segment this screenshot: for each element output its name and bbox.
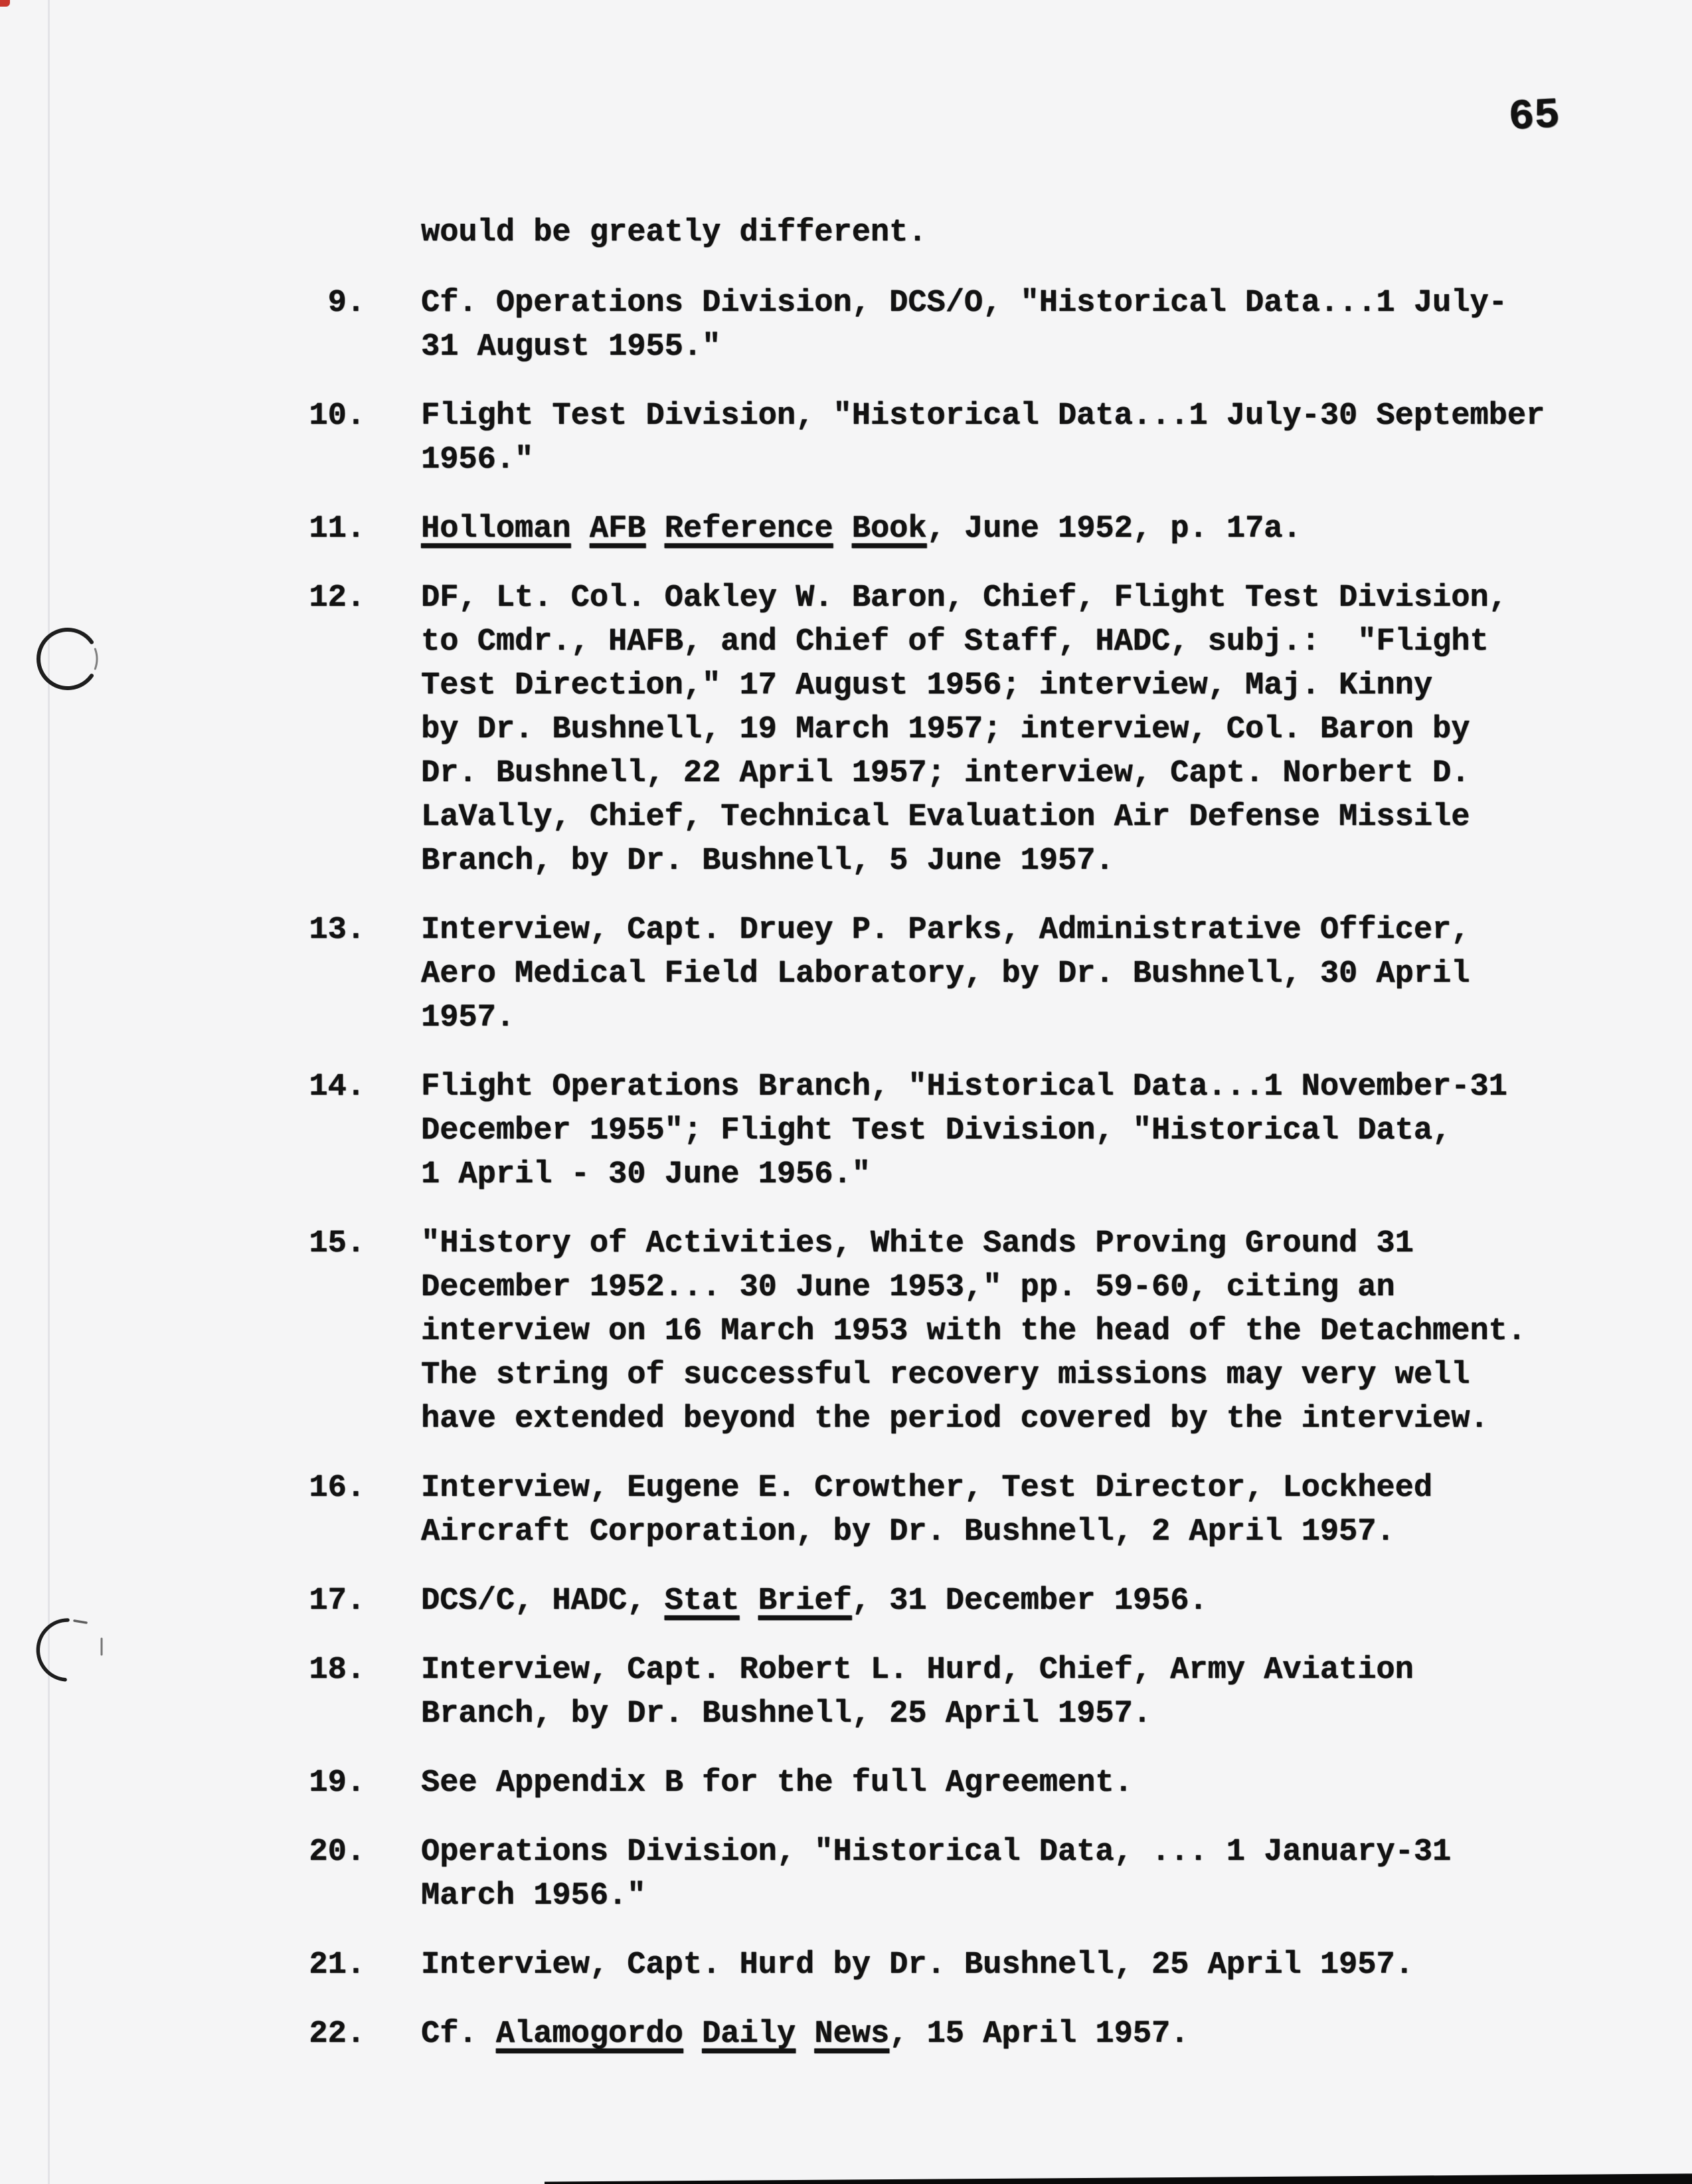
note-line xyxy=(421,2013,1189,2056)
note-line xyxy=(421,1354,1526,1398)
note-line xyxy=(421,1153,1507,1197)
note-item xyxy=(292,1944,1614,1987)
note-text-segment: Aircraft Corporation, by Dr. Bushnell, 2 April 1957. xyxy=(421,1514,1395,1550)
note-item xyxy=(292,1580,1614,1623)
note-line xyxy=(421,620,1507,664)
note-line xyxy=(421,708,1507,752)
underlined-title-segment: News xyxy=(814,2017,890,2052)
underlined-title-segment: Brief xyxy=(758,1584,852,1619)
underlined-title-segment: Daily xyxy=(702,2017,796,2052)
note-text xyxy=(421,282,1507,369)
note-text xyxy=(421,1065,1507,1197)
note-text xyxy=(421,395,1545,482)
note-text-segment: Operations Division, "Historical Data, ... 1 January-31 xyxy=(421,1835,1452,1870)
note-text-segment: Branch, by Dr. Bushnell, 5 June 1957. xyxy=(421,844,1114,879)
note-text-segment: Interview, Capt. Druey P. Parks, Administrative Officer, xyxy=(421,913,1470,948)
note-text-segment: See Appendix B for the full Agreement. xyxy=(421,1766,1133,1801)
note-line xyxy=(421,1398,1526,1441)
note-line xyxy=(421,507,1302,551)
note-number: 22. xyxy=(309,2017,365,2052)
note-item xyxy=(292,1831,1614,1918)
note-text xyxy=(421,577,1507,883)
endnotes-list xyxy=(292,211,1614,2082)
underlined-title-segment: Holloman xyxy=(421,511,571,547)
note-line xyxy=(421,282,1507,325)
notes-container xyxy=(292,282,1614,2056)
note-number: 20. xyxy=(309,1835,365,1870)
note-text-segment: Branch, by Dr. Bushnell, 25 April 1957. xyxy=(421,1696,1151,1732)
note-text-segment: 1957. xyxy=(421,1000,515,1036)
note-item xyxy=(292,282,1614,369)
note-text-segment xyxy=(796,2017,814,2052)
note-line xyxy=(421,1109,1507,1153)
note-text xyxy=(421,1762,1133,1805)
note-text xyxy=(421,1467,1432,1554)
note-text-segment: Flight Test Division, "Historical Data...1 July-30 September xyxy=(421,399,1545,434)
note-text-segment xyxy=(740,1584,758,1619)
note-text xyxy=(421,1649,1414,1736)
note-text-segment: Interview, Capt. Robert L. Hurd, Chief, Army Aviation xyxy=(421,1653,1414,1688)
note-number: 13. xyxy=(309,913,365,948)
note-item xyxy=(292,1065,1614,1197)
note-line xyxy=(421,953,1470,996)
note-text-segment xyxy=(645,511,664,547)
note-text-segment: , 31 December 1956. xyxy=(851,1584,1208,1619)
note-text-segment: "History of Activities, White Sands Proving Ground 31 xyxy=(421,1226,1414,1261)
note-number: 14. xyxy=(309,1069,365,1105)
note-line xyxy=(421,1762,1133,1805)
note-text xyxy=(421,507,1302,551)
note-item xyxy=(292,1467,1614,1554)
note-text-segment: March 1956." xyxy=(421,1878,646,1914)
note-line xyxy=(421,1467,1432,1510)
note-line xyxy=(421,752,1507,796)
note-line xyxy=(421,1266,1526,1310)
note-line xyxy=(421,325,1507,369)
note-line xyxy=(421,1649,1414,1692)
note-line xyxy=(421,664,1507,708)
note-text-segment: Dr. Bushnell, 22 April 1957; interview, Capt. Norbert D. xyxy=(421,756,1470,791)
note-text-segment: 1 April - 30 June 1956." xyxy=(421,1157,871,1192)
note-text-segment: , June 1952, p. 17a. xyxy=(926,511,1302,547)
note-number: 15. xyxy=(309,1226,365,1261)
note-line xyxy=(421,796,1507,840)
page-number: 65 xyxy=(1507,92,1561,142)
note-text-segment: Interview, Capt. Hurd by Dr. Bushnell, 25 April 1957. xyxy=(421,1948,1414,1983)
note-text-segment: have extended beyond the period covered by the interview. xyxy=(421,1402,1489,1437)
scan-streak-artifact xyxy=(48,0,50,2184)
note-text xyxy=(421,909,1470,1040)
note-line xyxy=(421,909,1470,953)
note-text-segment: The string of successful recovery missions may very well xyxy=(421,1358,1470,1393)
note-number: 19. xyxy=(309,1766,365,1801)
note-number: 10. xyxy=(309,399,365,434)
note-text-segment: Cf. Operations Division, DCS/O, "Historical Data...1 July- xyxy=(421,286,1507,321)
paragraph-continuation: would be greatly different. xyxy=(421,215,927,250)
note-text-segment xyxy=(833,511,852,547)
note-text xyxy=(421,2013,1189,2056)
note-text xyxy=(421,1944,1414,1987)
note-line xyxy=(421,1222,1526,1266)
note-line xyxy=(421,1065,1507,1109)
note-text-segment: Flight Operations Branch, "Historical Data...1 November-31 xyxy=(421,1069,1507,1105)
note-text-segment: Interview, Eugene E. Crowther, Test Director, Lockheed xyxy=(421,1471,1433,1506)
note-number: 18. xyxy=(309,1653,365,1688)
note-number: 21. xyxy=(309,1948,365,1983)
note-item xyxy=(292,507,1614,551)
note-text-segment: Cf. xyxy=(421,2017,496,2052)
note-line xyxy=(421,1944,1414,1987)
note-text xyxy=(421,1222,1526,1441)
note-text-segment: December 1952... 30 June 1953," pp. 59-60, citing an xyxy=(421,1270,1395,1305)
note-item xyxy=(292,1762,1614,1805)
note-line xyxy=(421,1580,1208,1623)
pen-circle-mark-top xyxy=(35,626,114,699)
note-text xyxy=(421,1580,1208,1623)
note-number: 9. xyxy=(327,286,365,321)
note-text-segment: interview on 16 March 1953 with the head of the Detachment. xyxy=(421,1314,1527,1349)
underlined-title-segment: Stat xyxy=(664,1584,740,1619)
note-item xyxy=(292,2013,1614,2056)
note-text-segment: , 15 April 1957. xyxy=(889,2017,1189,2052)
pen-circle-mark-bottom xyxy=(35,1617,114,1693)
note-number: 12. xyxy=(309,581,365,616)
note-text-segment: 31 August 1955." xyxy=(421,329,721,365)
scan-edge-artifact xyxy=(545,2173,1692,2184)
note-line xyxy=(421,996,1470,1040)
note-number: 11. xyxy=(309,511,365,547)
note-line xyxy=(421,577,1507,620)
note-number: 16. xyxy=(309,1471,365,1506)
underlined-title-segment: AFB xyxy=(589,511,646,547)
red-corner-mark xyxy=(0,0,10,7)
note-line xyxy=(421,395,1545,438)
note-text-segment: DCS/C, HADC, xyxy=(421,1584,665,1619)
note-item xyxy=(292,1222,1614,1441)
note-text-segment xyxy=(683,2017,702,2052)
note-text-segment: LaVally, Chief, Technical Evaluation Air Defense Missile xyxy=(421,800,1470,835)
note-line xyxy=(421,1692,1414,1736)
underlined-title-segment: Reference xyxy=(664,511,833,547)
note-line xyxy=(421,1510,1432,1554)
note-text-segment: by Dr. Bushnell, 19 March 1957; interview, Col. Baron by xyxy=(421,712,1470,747)
note-line xyxy=(421,438,1545,482)
note-text-segment: Aero Medical Field Laboratory, by Dr. Bushnell, 30 April xyxy=(421,956,1470,992)
note-text-segment: Test Direction," 17 August 1956; interview, Maj. Kinny xyxy=(421,668,1433,703)
note-text-segment: DF, Lt. Col. Oakley W. Baron, Chief, Flight Test Division, xyxy=(421,581,1507,616)
note-line xyxy=(421,840,1507,883)
note-item xyxy=(292,1649,1614,1736)
note-text xyxy=(421,1831,1451,1918)
note-line xyxy=(421,1310,1526,1354)
note-number: 17. xyxy=(309,1584,365,1619)
note-text-segment: 1956." xyxy=(421,442,534,478)
note-line xyxy=(421,1874,1451,1918)
note-text-segment xyxy=(571,511,590,547)
note-text-segment: to Cmdr., HAFB, and Chief of Staff, HADC, subj.: "Flight xyxy=(421,624,1489,660)
note-item xyxy=(292,395,1614,482)
note-item xyxy=(292,909,1614,1040)
underlined-title-segment: Alamogordo xyxy=(495,2017,683,2052)
note-line xyxy=(421,1831,1451,1874)
underlined-title-segment: Book xyxy=(851,511,927,547)
note-item xyxy=(292,577,1614,883)
note-text-segment: December 1955"; Flight Test Division, "Historical Data, xyxy=(421,1113,1452,1148)
